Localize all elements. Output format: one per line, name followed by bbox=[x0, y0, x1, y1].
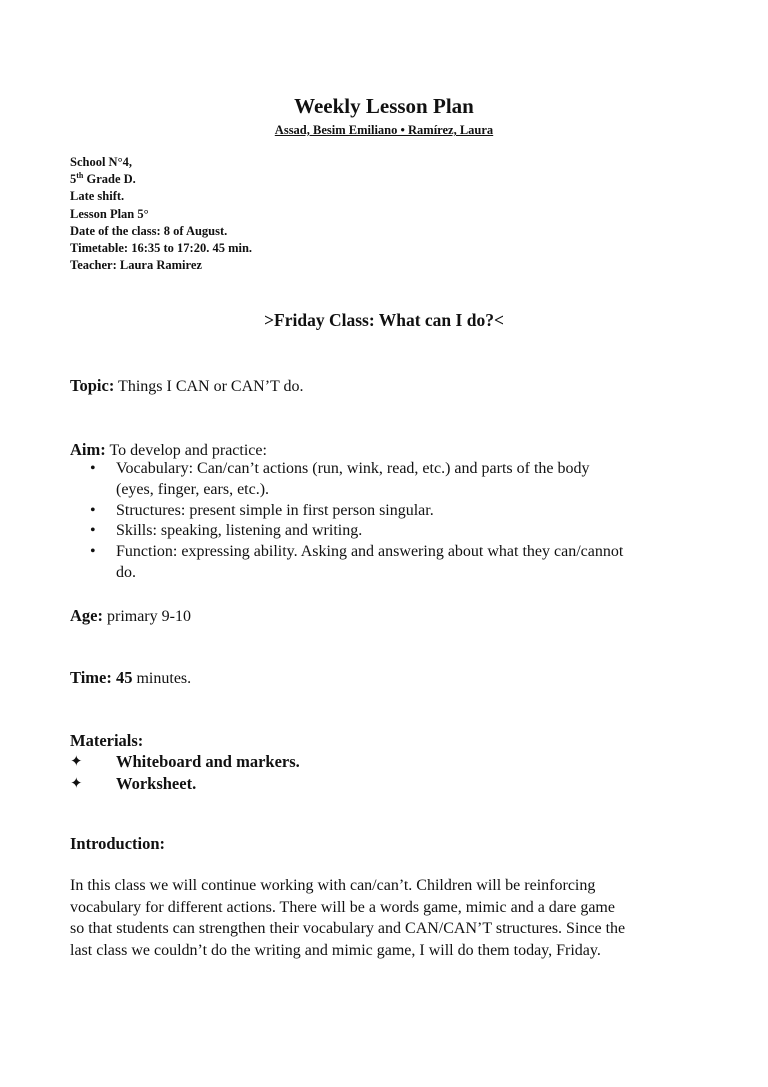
bullet-icon: • bbox=[90, 501, 96, 519]
date-line: Date of the class: 8 of August. bbox=[70, 223, 228, 238]
time-section bbox=[70, 668, 191, 688]
teacher-line: Teacher: Laura Ramirez bbox=[70, 258, 202, 273]
bullet-icon: • bbox=[90, 543, 96, 561]
list-item: • Skills: speaking, listening and writing. bbox=[88, 521, 708, 542]
aim-value: To develop and practice: bbox=[105, 442, 267, 459]
bullet-icon: • bbox=[90, 460, 96, 477]
list-item: • Vocabulary: Can/can’t actions (run, wink, read, etc.) and parts of the body (eyes, finger, ears, etc.). bbox=[90, 460, 590, 498]
grade-text: Grade D. bbox=[83, 172, 136, 187]
paragraph-line: vocabulary for different actions. There will be a words game, mimic and a dare game bbox=[70, 898, 615, 916]
materials-heading: Materials: bbox=[70, 731, 144, 750]
introduction-paragraph bbox=[70, 875, 702, 961]
grade-line bbox=[70, 171, 252, 188]
age-label: Age: bbox=[70, 606, 103, 625]
lesson-line: Lesson Plan 5° bbox=[70, 206, 149, 221]
age-value: primary 9-10 bbox=[102, 608, 191, 625]
grade-superscript: th bbox=[76, 171, 84, 181]
time-value: minutes. bbox=[132, 670, 192, 687]
authors-line: Assad, Besim Emiliano • Ramírez, Laura bbox=[274, 123, 494, 137]
star-bullet-icon: ✦ bbox=[70, 773, 83, 792]
bullet-icon: • bbox=[90, 522, 96, 540]
aim-label: Aim: bbox=[70, 440, 106, 459]
aim-section bbox=[70, 440, 267, 460]
timetable-line: Timetable: 16:35 to 17:20. 45 min. bbox=[70, 241, 253, 256]
paragraph-line: In this class we will continue working with can/can’t. Children will be reinforcing bbox=[70, 877, 596, 894]
list-item: ✦ Whiteboard and markers. bbox=[70, 752, 300, 771]
paragraph-line: so that students can strengthen their vocabulary and CAN/CAN’T structures. Since the bbox=[70, 920, 626, 937]
list-item: • Function: expressing ability. Asking and answering about what they can/cannot do. bbox=[90, 543, 624, 581]
paragraph-line: last class we couldn’t do the writing and mimic game, I will do them today, Friday. bbox=[70, 941, 601, 959]
topic-label: Topic: bbox=[70, 376, 115, 395]
time-label: Time: bbox=[70, 668, 112, 687]
materials-list bbox=[70, 751, 300, 794]
introduction-heading: Introduction: bbox=[70, 834, 166, 853]
grade-number: 5 bbox=[70, 172, 77, 187]
age-section bbox=[70, 606, 191, 626]
star-bullet-icon: ✦ bbox=[70, 752, 83, 770]
topic-value: Things I CAN or CAN’T do. bbox=[114, 378, 304, 395]
aim-list bbox=[88, 459, 708, 584]
list-item: ✦ Worksheet. bbox=[70, 773, 197, 793]
page-title: Weekly Lesson Plan bbox=[294, 94, 474, 118]
class-subtitle: >Friday Class: What can I do?< bbox=[264, 310, 504, 330]
topic-section bbox=[70, 376, 304, 396]
time-number: 45 bbox=[111, 668, 133, 687]
list-item: • Structures: present simple in first person singular. bbox=[88, 501, 708, 522]
shift-line: Late shift. bbox=[70, 189, 125, 204]
school-line: School N°4, bbox=[70, 155, 132, 169]
class-info-block bbox=[70, 154, 252, 274]
